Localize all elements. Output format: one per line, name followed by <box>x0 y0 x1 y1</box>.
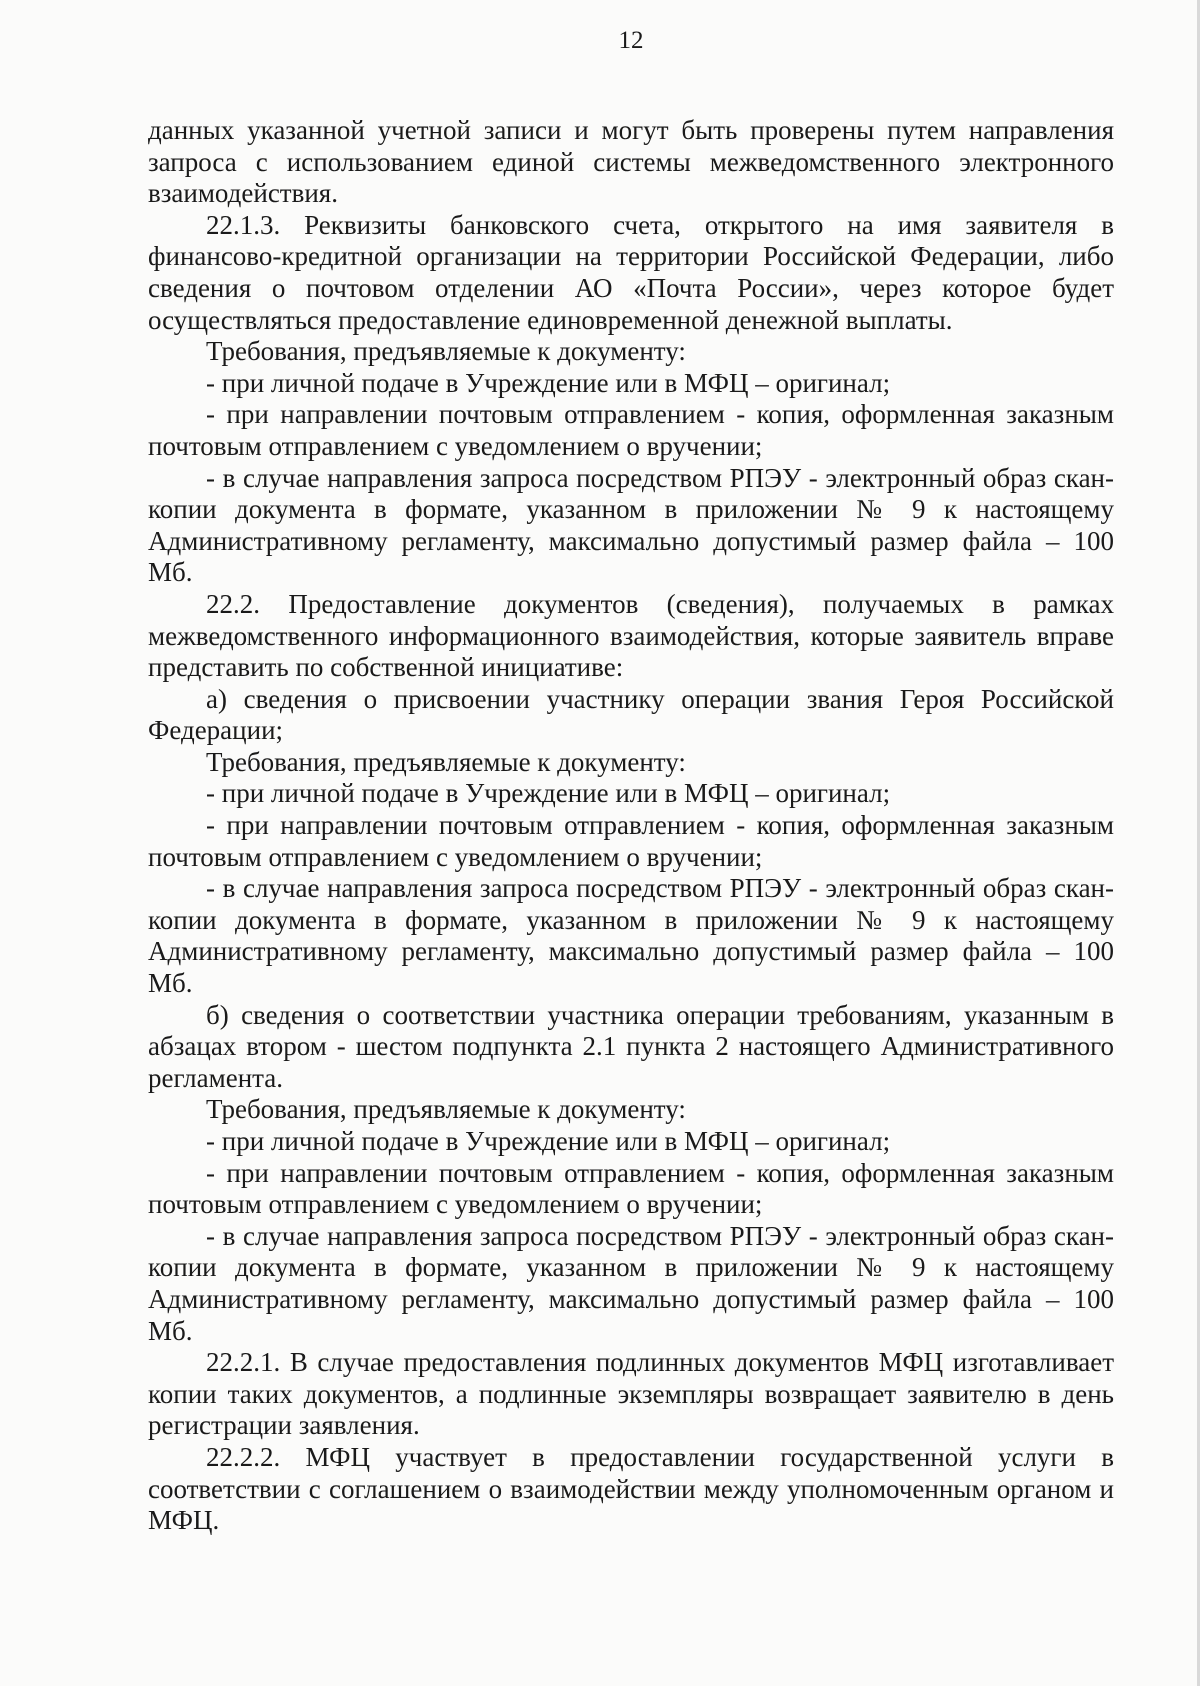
paragraph: - при личной подаче в Учреждение или в МФЦ – оригинал; <box>206 1126 891 1156</box>
paragraph: - при направлении почтовым отправлением - копия, оформленная заказным почтовым отправлением с уведомлением о вручении; <box>148 810 1114 872</box>
paragraph: - в случае направления запроса посредством РПЭУ - электронный образ скан-копии документа в формате, указанном в приложении № 9 к настоящему Административному регламенту, максимально допустимый размер файла – 100 Мб. <box>148 1220 1114 1346</box>
paragraph: Требования, предъявляемые к документу: <box>206 1094 686 1125</box>
paragraph: б) сведения о соответствии участника операции требованиям, указанным в абзацах втором - шестом подпункта 2.1 пункта 2 настоящего Административного регламента. <box>148 999 1114 1093</box>
paragraph: - при направлении почтовым отправлением - копия, оформленная заказным почтовым отправлением с уведомлением о вручении; <box>148 399 1114 461</box>
document-body <box>148 115 1114 1537</box>
paragraph: - в случае направления запроса посредством РПЭУ - электронный образ скан-копии документа в формате, указанном в приложении № 9 к настоящему Административному регламенту, максимально допустимый размер файла – 100 Мб. <box>148 462 1114 588</box>
page-number: 12 <box>618 27 644 54</box>
paragraph: Требования, предъявляемые к документу: <box>206 746 686 777</box>
paragraph: - в случае направления запроса посредством РПЭУ - электронный образ скан-копии документа в формате, указанном в приложении № 9 к настоящему Административному регламенту, максимально допустимый размер файла – 100 Мб. <box>148 873 1114 999</box>
paragraph: 22.2.2. МФЦ участвует в предоставлении государственной услуги в соответствии с соглашением о взаимодействии между уполномоченным органом и МФЦ. <box>148 1441 1114 1536</box>
paragraph: - при личной подаче в Учреждение или в МФЦ – оригинал; <box>206 778 891 809</box>
paragraph: 22.2.1. В случае предоставления подлинных документов МФЦ изготавливает копии таких документов, а подлинные экземпляры возвращает заявителю в день регистрации заявления. <box>148 1347 1114 1441</box>
paragraph: 22.2. Предоставление документов (сведения), получаемых в рамках межведомственного информационного взаимодействия, которые заявитель вправе представить по собственной инициативе: <box>148 588 1114 683</box>
paragraph: а) сведения о присвоении участнику операции звания Героя Российской Федерации; <box>148 683 1114 746</box>
paragraph: данных указанной учетной записи и могут быть проверены путем направления запроса с использованием единой системы межведомственного электронного взаимодействия. <box>148 115 1114 209</box>
paragraph: 22.1.3. Реквизиты банковского счета, открытого на имя заявителя в финансово-кредитной организации на территории Российской Федерации, либо сведения о почтовом отделении АО «Почта России», через которое будет осуществляться предоставление единовременной денежной выплаты. <box>148 209 1114 335</box>
paragraph: Требования, предъявляемые к документу: <box>206 336 686 367</box>
paragraph: - при направлении почтовым отправлением - копия, оформленная заказным почтовым отправлением с уведомлением о вручении; <box>148 1157 1114 1220</box>
paragraph: - при личной подаче в Учреждение или в МФЦ – оригинал; <box>206 367 891 398</box>
